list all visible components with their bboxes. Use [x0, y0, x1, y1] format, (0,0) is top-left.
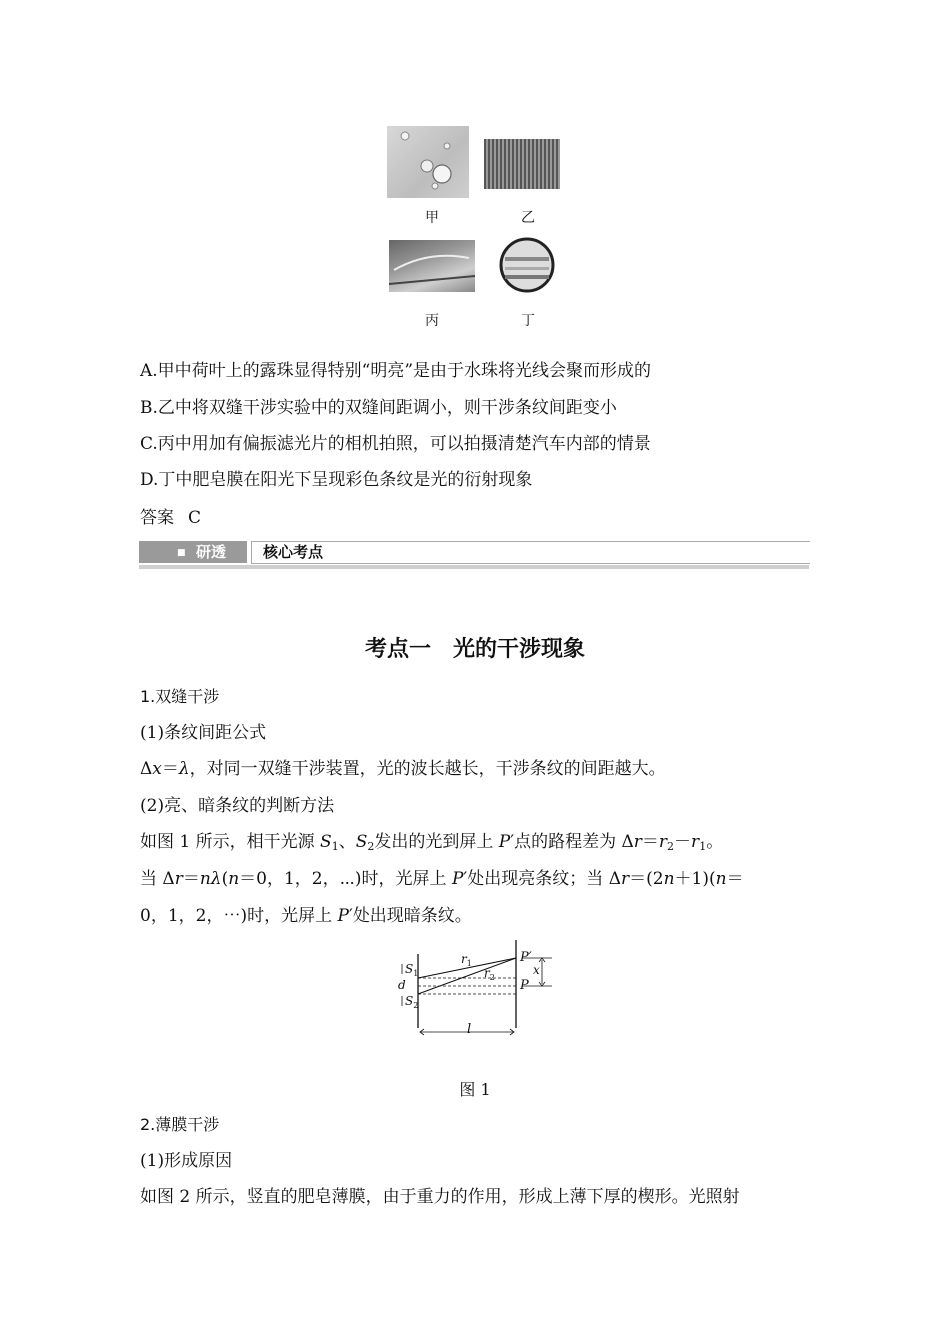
- fig1-label-pprime: P′: [520, 950, 532, 965]
- fig1-label-x: x: [533, 963, 540, 977]
- s1-sub1: (1)条纹间距公式: [140, 723, 267, 743]
- caption-jia: 甲: [425, 210, 439, 226]
- answer-line: [140, 507, 201, 529]
- option-c: C.丙中用加有偏振滤光片的相机拍照，可以拍摄清楚汽车内部的情景: [140, 434, 651, 454]
- s2-para1: 如图 2 所示，竖直的肥皂薄膜，由于重力的作用，形成上薄下厚的楔形。光照射: [140, 1187, 740, 1207]
- s2-heading: 2.薄膜干涉: [140, 1115, 220, 1134]
- photo-soap-film: [499, 237, 555, 293]
- photo-car-window: [389, 240, 475, 292]
- fig1-label-s2: $S_2$: [405, 994, 419, 1010]
- fig1-label-p: P: [520, 978, 529, 993]
- fig1-label-s1: $S_1$: [405, 962, 419, 978]
- answer-label: 答案: [140, 508, 174, 528]
- caption-bing: 丙: [425, 313, 439, 329]
- fig1-label-r1: $r_1$: [461, 952, 472, 968]
- s1-formula-line: Δx＝λ，对同一双缝干涉装置，光的波长越长，干涉条纹的间距越大。: [140, 759, 666, 779]
- s1-sub2: (2)亮、暗条纹的判断方法: [140, 796, 335, 816]
- caption-yi: 乙: [521, 210, 535, 226]
- photo-interference-fringes: [484, 139, 560, 189]
- double-slit-diagram: [392, 934, 562, 1044]
- photo-dew-drops: [387, 126, 469, 198]
- s1-para2: 当 Δr＝nλ(n＝0，1，2，⋯)时，光屏上 P′处出现亮条纹；当 Δr＝(2n＋1)(n＝: [140, 869, 744, 889]
- s1-para1: 如图 1 所示，相干光源 $S_1$、$S_2$发出的光到屏上 P′点的路程差为 $\Delta r=r_2-r_1$。: [140, 832, 724, 853]
- banner-tag: 研透: [195, 543, 226, 561]
- caption-ding: 丁: [521, 313, 535, 329]
- s1-heading: 1.双缝干涉: [140, 687, 220, 706]
- fig1-label-r2: $r_2$: [484, 966, 495, 982]
- option-a: A.甲中荷叶上的露珠显得特别“明亮”是由于水珠将光线会聚而形成的: [140, 361, 652, 381]
- option-b: B.乙中将双缝干涉实验中的双缝间距调小，则干涉条纹间距变小: [140, 398, 617, 418]
- fig1-label-d: d: [398, 978, 406, 992]
- fig1-label-l: l: [467, 1022, 472, 1037]
- section-title: 考点一 光的干涉现象: [364, 637, 585, 662]
- answer-value: C: [188, 508, 202, 528]
- figure1-caption: 图 1: [459, 1080, 491, 1099]
- option-d: D.丁中肥皂膜在阳光下呈现彩色条纹是光的衍射现象: [140, 470, 533, 490]
- s2-sub1: (1)形成原因: [140, 1151, 233, 1171]
- banner-title: 核心考点: [263, 543, 324, 561]
- s1-formula-rest: ，对同一双缝干涉装置，光的波长越长，干涉条纹的间距越大。: [189, 759, 666, 779]
- s1-para3: 0，1，2，⋯)时，光屏上 P′处出现暗条纹。: [140, 906, 472, 926]
- core-topic-banner: ■ 研透 核心考点: [139, 541, 809, 569]
